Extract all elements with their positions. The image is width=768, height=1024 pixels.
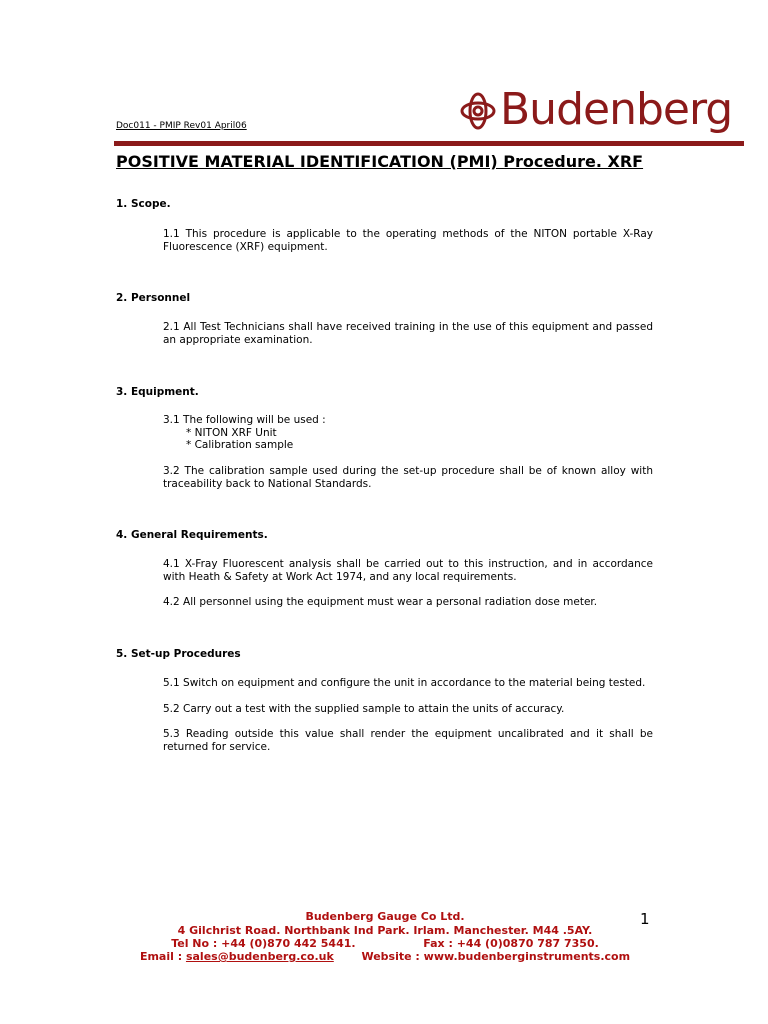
budenberg-logo-icon: [458, 90, 498, 132]
paragraph-5-1: 5.1 Switch on equipment and configure the unit in accordance to the material being tested.: [163, 677, 646, 689]
footer-website[interactable]: Website : www.budenberginstruments.com: [361, 950, 631, 963]
page-number: 1: [640, 910, 650, 928]
document-reference: Doc011 - PMIP Rev01 April06: [116, 121, 247, 131]
footer-contact: [120, 950, 650, 964]
paragraph-2-1: 2.1 All Test Technicians shall have received training in the use of this equipment and passed an appropriate examination.: [163, 321, 653, 346]
footer-address: 4 Gilchrist Road. Northbank Ind Park. Irlam. Manchester. M44 .5AY.: [177, 924, 593, 937]
footer-fax: Fax : +44 (0)0870 787 7350.: [423, 937, 599, 950]
paragraph-5-3: 5.3 Reading outside this value shall render the equipment uncalibrated and it shall be returned for service.: [163, 728, 653, 753]
paragraph-4-1: 4.1 X-Fray Fluorescent analysis shall be carried out to this instruction, and in accordance with Heath & Safety at Work Act 1974, and any local requirements.: [163, 558, 653, 583]
footer-email-link[interactable]: sales@budenberg.co.uk: [185, 950, 334, 963]
list-item: * NITON XRF Unit: [186, 427, 277, 439]
page-title: POSITIVE MATERIAL IDENTIFICATION (PMI) Procedure. XRF: [116, 152, 644, 171]
section-heading-scope: 1. Scope.: [116, 198, 171, 210]
list-item: * Calibration sample: [186, 439, 294, 451]
paragraph-5-2: 5.2 Carry out a test with the supplied sample to attain the units of accuracy.: [163, 703, 565, 715]
footer-email-label: Email :: [139, 950, 183, 963]
paragraph-3-1: 3.1 The following will be used :: [163, 414, 326, 426]
section-heading-setup-procedures: 5. Set-up Procedures: [116, 648, 241, 660]
budenberg-logo-text: Budenberg: [500, 84, 733, 135]
paragraph-4-2: 4.2 All personnel using the equipment must wear a personal radiation dose meter.: [163, 596, 598, 608]
section-heading-general-requirements: 4. General Requirements.: [116, 529, 268, 541]
header-rule: [114, 141, 744, 146]
paragraph-3-2: 3.2 The calibration sample used during the set-up procedure shall be of known alloy with traceability back to National Standards.: [163, 465, 653, 490]
section-heading-personnel: 2. Personnel: [116, 292, 191, 304]
footer-company: Budenberg Gauge Co Ltd.: [305, 910, 465, 923]
paragraph-1-1: 1.1 This procedure is applicable to the operating methods of the NITON portable X-Ray Fluorescence (XRF) equipment.: [163, 228, 653, 253]
footer-phone-fax: [120, 937, 650, 951]
section-heading-equipment: 3. Equipment.: [116, 386, 199, 398]
footer-tel: Tel No : +44 (0)870 442 5441.: [171, 937, 356, 950]
